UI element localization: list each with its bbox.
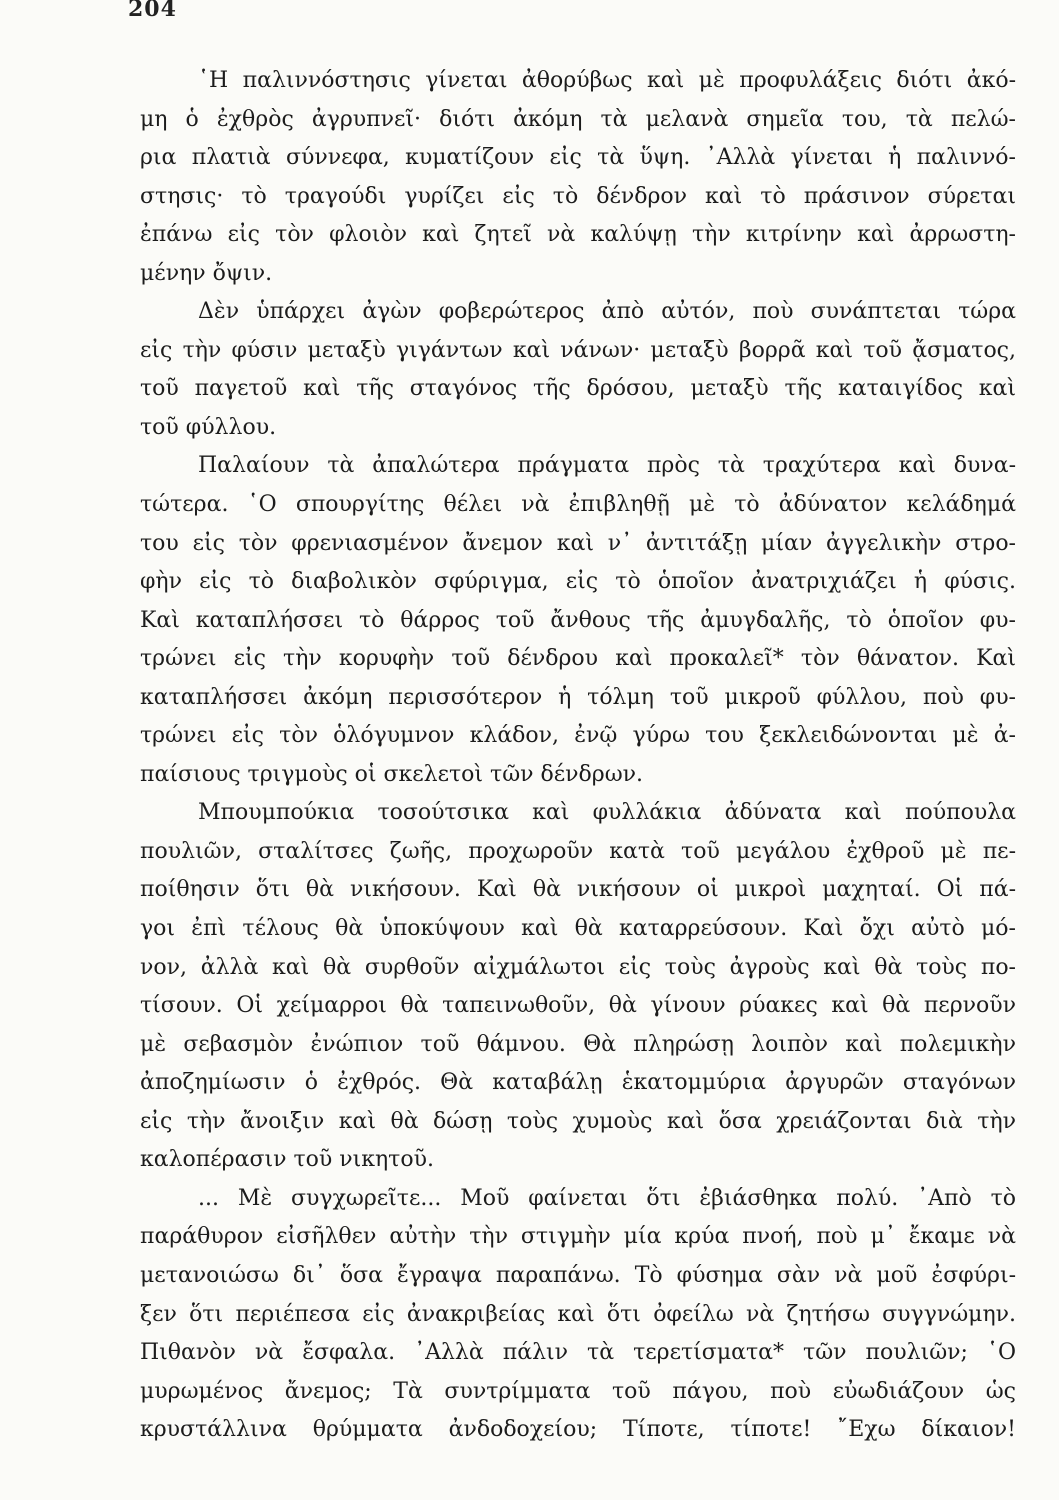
text-line: καταπλήσσει ἀκόμη περισσότερον ἡ τόλμη τοῦ μικροῦ φύλλου, ποὺ φυ- [140, 684, 1016, 710]
text-line: τρώνει εἰς τὸν ὁλόγυμνον κλάδον, ἐνῷ γύρω του ξεκλειδώνονται μὲ ἀ- [140, 723, 1016, 749]
page-number: 204 [128, 0, 177, 22]
body-text [140, 62, 1016, 1450]
text-line: νον, ἀλλὰ καὶ θὰ συρθοῦν αἰχμάλωτοι εἰς τοὺς ἀγροὺς καὶ θὰ τοὺς πο- [140, 954, 1016, 980]
text-line: μη ὁ ἐχθρὸς ἀγρυπνεῖ· διότι ἀκόμη τὰ μελανὰ σημεῖα του, τὰ πελώ- [140, 106, 1016, 132]
text-line: εἰς τὴν ἄνοιξιν καὶ θὰ δώσῃ τοὺς χυμοὺς καὶ ὅσα χρειάζονται διὰ τὴν [140, 1108, 1016, 1134]
text-line: Καὶ καταπλήσσει τὸ θάρρος τοῦ ἄνθους τῆς ἀμυγδαλῆς, τὸ ὁποῖον φυ- [140, 607, 1016, 633]
text-line: ... Μὲ συγχωρεῖτε... Μοῦ φαίνεται ὅτι ἐβιάσθηκα πολύ. ᾿Απὸ τὸ [198, 1185, 1016, 1211]
text-line: εἰς τὴν φύσιν μεταξὺ γιγάντων καὶ νάνων· μεταξὺ βορρᾶ καὶ τοῦ ᾄσματος, [140, 337, 1016, 363]
text-line: ξεν ὅτι περιέπεσα εἰς ἀνακριβείας καὶ ὅτι ὀφείλω νὰ ζητήσω συγγνώμην. [140, 1301, 1016, 1327]
text-line: ἐπάνω εἰς τὸν φλοιὸν καὶ ζητεῖ νὰ καλύψῃ τὴν κιτρίνην καὶ ἀρρωστη- [140, 222, 1016, 248]
text-line: Πιθανὸν νὰ ἔσφαλα. ᾿Αλλὰ πάλιν τὰ τερετίσματα* τῶν πουλιῶν; ῾Ο [140, 1340, 1016, 1366]
text-line: τοῦ φύλλου. [140, 414, 277, 440]
text-line: μὲ σεβασμὸν ἐνώπιον τοῦ θάμνου. Θὰ πληρώσῃ λοιπὸν καὶ πολεμικὴν [140, 1031, 1016, 1057]
text-line: καλοπέρασιν τοῦ νικητοῦ. [140, 1147, 434, 1173]
text-line: ἀποζημίωσιν ὁ ἐχθρός. Θὰ καταβάλῃ ἑκατομμύρια ἀργυρῶν σταγόνων [140, 1070, 1016, 1096]
text-line: τώτερα. ῾Ο σπουργίτης θέλει νὰ ἐπιβληθῇ μὲ τὸ ἀδύνατον κελάδημά [140, 492, 1016, 518]
text-line: γοι ἐπὶ τέλους θὰ ὑποκύψουν καὶ θὰ καταρρεύσουν. Καὶ ὄχι αὐτὸ μό- [140, 916, 1016, 942]
text-line: φὴν εἰς τὸ διαβολικὸν σφύριγμα, εἰς τὸ ὁποῖον ἀνατριχιάζει ἡ φύσις. [140, 569, 1016, 595]
text-line: Παλαίουν τὰ ἀπαλώτερα πράγματα πρὸς τὰ τραχύτερα καὶ δυνα- [198, 453, 1016, 479]
text-line: τρώνει εἰς τὴν κορυφὴν τοῦ δένδρου καὶ προκαλεῖ* τὸν θάνατον. Καὶ [140, 646, 1016, 672]
text-line: ῾Η παλιννόστησις γίνεται ἀθορύβως καὶ μὲ προφυλάξεις διότι ἀκό- [198, 68, 1016, 93]
text-line: Δὲν ὑπάρχει ἀγὼν φοβερώτερος ἀπὸ αὐτόν, ποὺ συνάπτεται τώρα [198, 299, 1016, 325]
text-line: κρυστάλλινα θρύμματα ἀνδοδοχείου; Τίποτε, τίποτε! ῎Εχω δίκαιον! [140, 1417, 1016, 1443]
text-line: ποίθησιν ὅτι θὰ νικήσουν. Καὶ θὰ νικήσουν οἱ μικροὶ μαχηταί. Οἱ πά- [140, 877, 1016, 903]
text-line: ρια πλατιὰ σύννεφα, κυματίζουν εἰς τὰ ὕψη. ᾿Αλλὰ γίνεται ἡ παλιννό- [140, 145, 1016, 171]
text-line: μένην ὄψιν. [140, 260, 273, 286]
text-line: παράθυρον εἰσῆλθεν αὐτὴν τὴν στιγμὴν μία κρύα πνοή, ποὺ μ᾿ ἔκαμε νὰ [140, 1224, 1016, 1250]
text-line: στησις· τὸ τραγούδι γυρίζει εἰς τὸ δένδρον καὶ τὸ πράσινον σύρεται [140, 183, 1016, 209]
text-line: του εἰς τὸν φρενιασμένον ἄνεμον καὶ ν᾿ ἀντιτάξῃ μίαν ἀγγελικὴν στρο- [140, 530, 1016, 556]
text-line: τίσουν. Οἱ χείμαρροι θὰ ταπεινωθοῦν, θὰ γίνουν ρύακες καὶ θὰ περνοῦν [140, 993, 1016, 1019]
text-line: τοῦ παγετοῦ καὶ τῆς σταγόνος τῆς δρόσου, μεταξὺ τῆς καταιγίδος καὶ [140, 376, 1016, 402]
text-line: Μπουμπούκια τοσούτσικα καὶ φυλλάκια ἀδύνατα καὶ πούπουλα [198, 800, 1016, 826]
text-line: μυρωμένος ἄνεμος; Τὰ συντρίμματα τοῦ πάγου, ποὺ εὐωδιάζουν ὡς [140, 1378, 1016, 1404]
text-line: μετανοιώσω δι᾿ ὅσα ἔγραψα παραπάνω. Τὸ φύσημα σὰν νὰ μοῦ ἐσφύρι- [140, 1262, 1016, 1288]
text-line: παίσιους τριγμοὺς οἱ σκελετοὶ τῶν δένδρων. [140, 761, 644, 787]
text-line: πουλιῶν, σταλίτσες ζωῆς, προχωροῦν κατὰ τοῦ μεγάλου ἐχθροῦ μὲ πε- [140, 838, 1016, 864]
